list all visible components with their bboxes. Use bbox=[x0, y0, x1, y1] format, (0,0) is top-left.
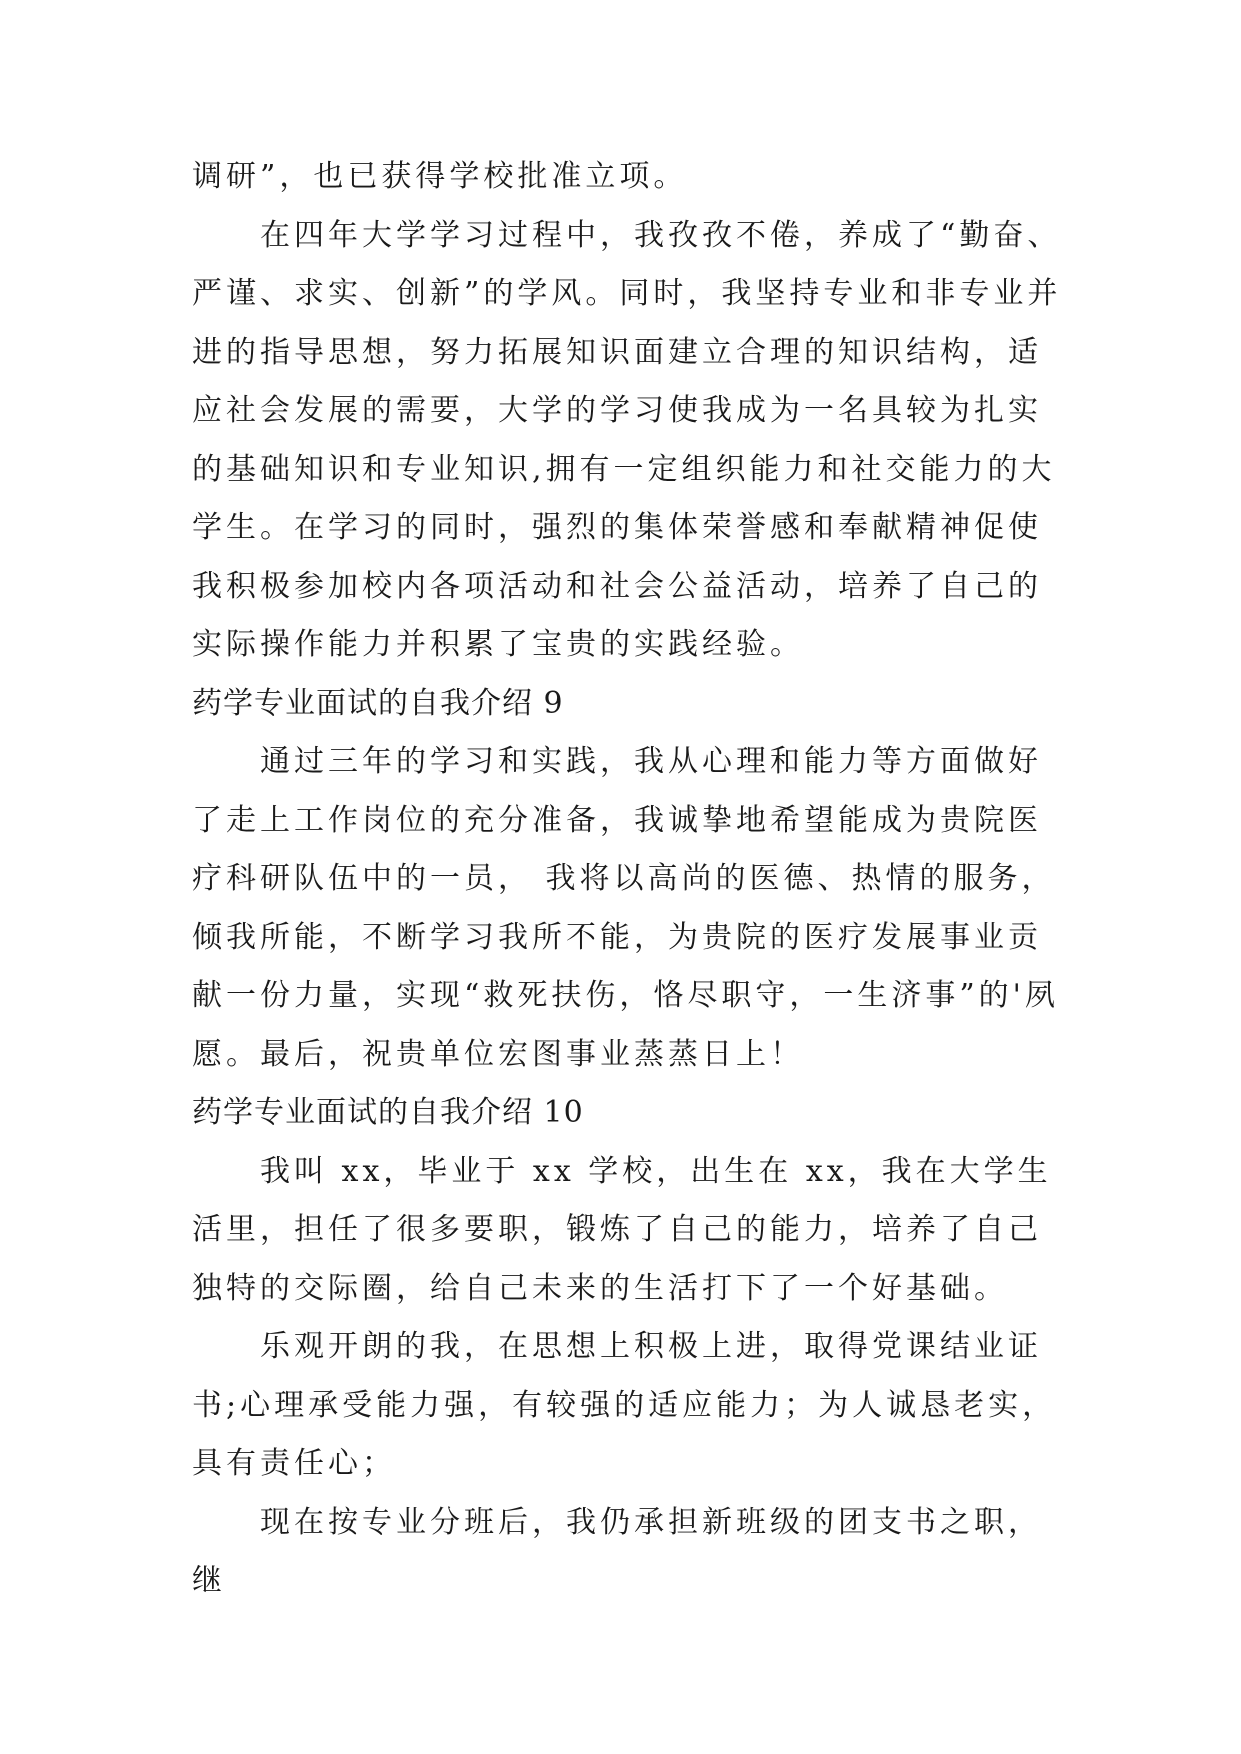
paragraph: 我叫 xx，毕业于 xx 学校，出生在 xx，我在大学生活里，担任了很多要职，锻炼了自己的能力，培养了自己独特的交际圈，给自己未来的生活打下了一个好基础。 bbox=[192, 1153, 1052, 1306]
paragraph: 在四年大学学习过程中，我孜孜不倦，养成了“勤奋、严谨、求实、创新”的学风。同时，我坚持专业和非专业并进的指导思想，努力拓展知识面建立合理的知识结构，适应社会发展的需要，大学的学习使我成为一名具较为扎实的基础知识和专业知识,拥有一定组织能力和社交能力的大学生。在学习的同时，强烈的集体荣誉感和奉献精神促使我积极参加校内各项活动和社会公益活动，培养了自己的实际操作能力并积累了宝贵的实践经验。 bbox=[192, 217, 1062, 662]
paragraph: 调研”，也已获得学校批准立项。 bbox=[192, 159, 688, 194]
section-heading: 药学专业面试的自我介绍 9 bbox=[192, 685, 564, 721]
document-body bbox=[192, 148, 1072, 1611]
paragraph: 现在按专业分班后，我仍承担新班级的团支书之职，继 bbox=[192, 1504, 1042, 1598]
section-heading: 药学专业面试的自我介绍 10 bbox=[192, 1095, 584, 1130]
paragraph: 乐观开朗的我，在思想上积极上进，取得党课结业证书;心理承受能力强，有较强的适应能力；为人诚恳老实，具有责任心； bbox=[192, 1329, 1057, 1481]
paragraph: 通过三年的学习和实践，我从心理和能力等方面做好了走上工作岗位的充分准备，我诚挚地希望能成为贵院医疗科研队伍中的一员， 我将以高尚的医德、热情的服务，倾我所能，不断学习我所不能，为贵院的医疗发展事业贡献一份力量，实现“救死扶伤，恪尽职守，一生济事”的'夙愿。最后，祝贵单位宏图事业蒸蒸日上！ bbox=[192, 744, 1059, 1072]
